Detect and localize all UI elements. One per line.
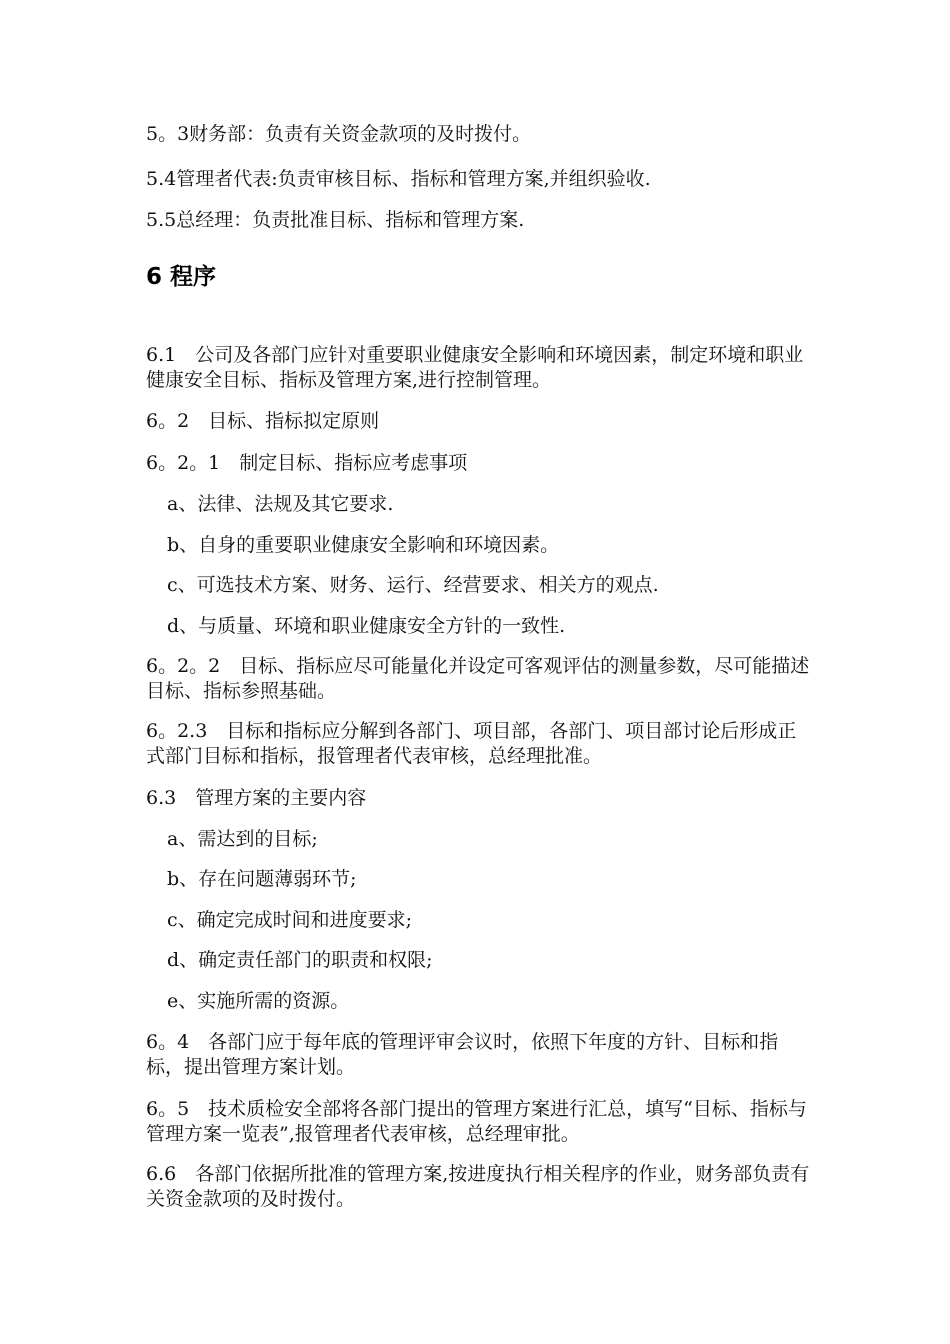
list-item: b、自身的重要职业健康安全影响和环境因素。 bbox=[167, 534, 560, 556]
paragraph-6-4: 6。4 各部门应于每年底的管理评审会议时，依照下年度的方针、目标和指标，提出管理方案计划。 bbox=[146, 1031, 779, 1078]
list-item: a、需达到的目标; bbox=[167, 828, 318, 850]
paragraph-6-1: 6.1 公司及各部门应针对重要职业健康安全影响和环境因素，制定环境和职业健康安全目标、指标及管理方案,进行控制管理。 bbox=[146, 344, 804, 391]
paragraph-6-2-2: 6。2。2 目标、指标应尽可能量化并设定可客观评估的测量参数，尽可能描述目标、指标参照基础。 bbox=[146, 655, 810, 702]
paragraph-6-5: 6。5 技术质检安全部将各部门提出的管理方案进行汇总，填写“目标、指标与管理方案一览表”,报管理者代表审核，总经理审批。 bbox=[146, 1098, 807, 1145]
list-item: e、实施所需的资源。 bbox=[167, 990, 350, 1012]
paragraph-6-2: 6。2 目标、指标拟定原则 bbox=[146, 410, 380, 432]
list-item: a、法律、法规及其它要求. bbox=[167, 493, 394, 515]
list-item: c、可选技术方案、财务、运行、经营要求、相关方的观点. bbox=[167, 574, 659, 596]
paragraph-5-3: 5。3财务部：负责有关资金款项的及时拨付。 bbox=[146, 123, 532, 145]
paragraph-5-5: 5.5总经理：负责批准目标、指标和管理方案. bbox=[146, 209, 525, 231]
list-item: d、确定责任部门的职责和权限; bbox=[167, 949, 433, 971]
paragraph-5-4: 5.4管理者代表:负责审核目标、指标和管理方案,并组织验收. bbox=[146, 168, 651, 190]
list-item: d、与质量、环境和职业健康安全方针的一致性. bbox=[167, 615, 566, 637]
paragraph-6-3: 6.3 管理方案的主要内容 bbox=[146, 787, 367, 809]
paragraph-6-2-1: 6。2。1 制定目标、指标应考虑事项 bbox=[146, 452, 468, 474]
paragraph-6-6: 6.6 各部门依据所批准的管理方案,按进度执行相关程序的作业，财务部负责有关资金款项的及时拨付。 bbox=[146, 1163, 810, 1210]
section-heading-6: 6 程序 bbox=[146, 264, 217, 290]
paragraph-6-2-3: 6。2.3 目标和指标应分解到各部门、项目部，各部门、项目部讨论后形成正式部门目标和指标，报管理者代表审核，总经理批准。 bbox=[146, 720, 797, 767]
list-item: b、存在问题薄弱环节; bbox=[167, 868, 357, 890]
list-item: c、确定完成时间和进度要求; bbox=[167, 909, 413, 931]
